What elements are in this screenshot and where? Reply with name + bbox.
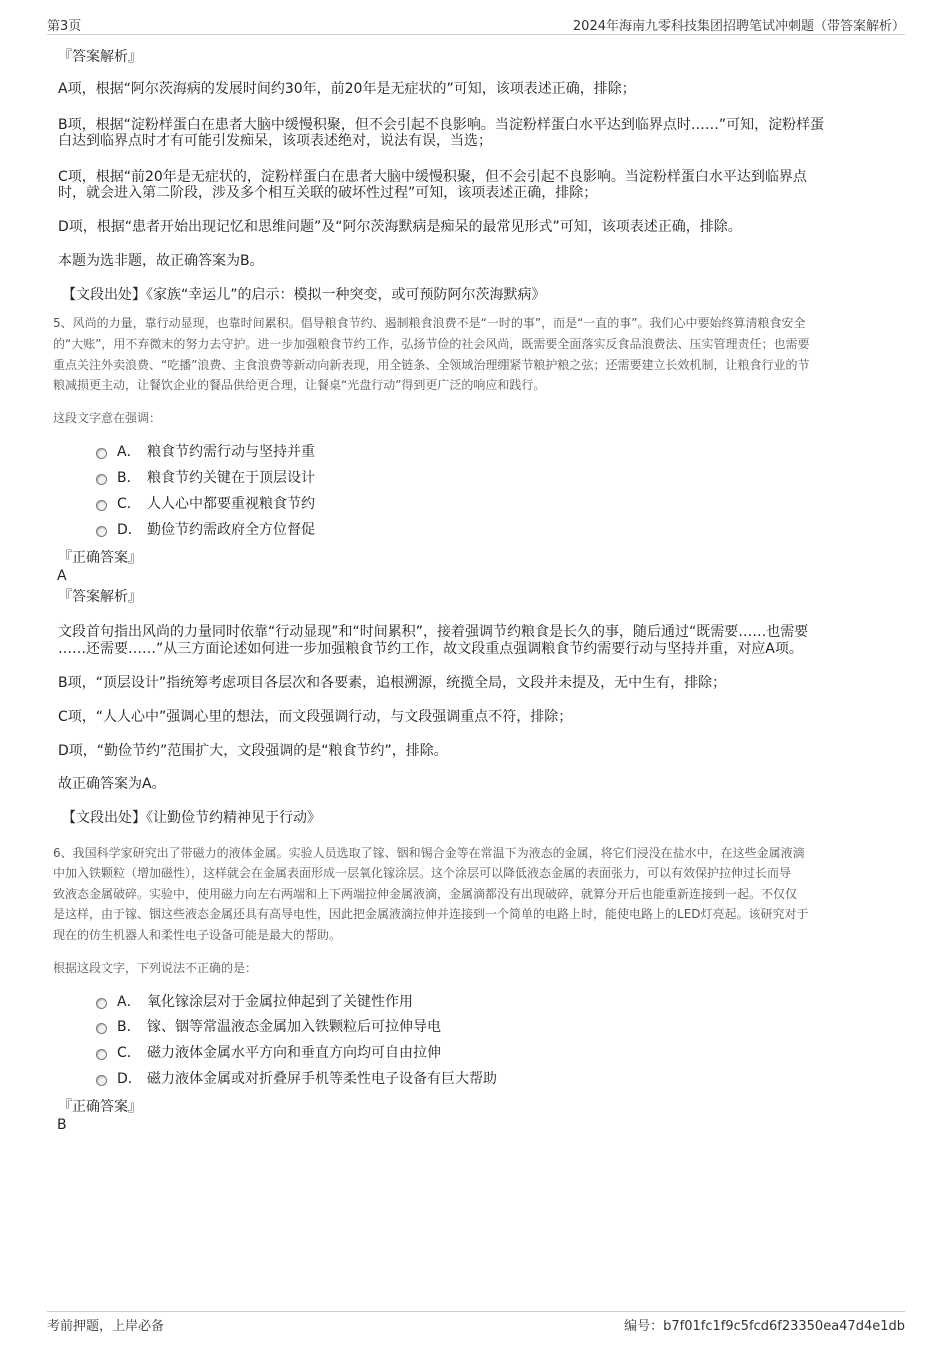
- document-title: 2024年海南九零科技集团招聘笔试冲刺题（带答案解析）: [572, 19, 905, 34]
- page-number: 第3页: [47, 19, 82, 34]
- q6-stem-line-1: 6、我国科学家研究出了带磁力的液体金属。实验人员选取了镓、铟和锡合金等在常温下为液态的金属，将它们浸没在盐水中，在这些金属液滴: [53, 846, 805, 860]
- analysis-line-b1: B项，根据“淀粉样蛋白在患者大脑中缓慢积聚，但不会引起不良影响。当淀粉样蛋白水平达到临界点时……”可知，淀粉样蛋: [58, 117, 825, 133]
- option-text: 磁力液体金属水平方向和垂直方向均可自由拉伸: [147, 1045, 441, 1061]
- option-text: 勤俭节约需政府全方位督促: [147, 522, 315, 538]
- q5-stem-line-3: 重点关注外卖浪费、“吃播”浪费、主食浪费等新动向新表现，用全链条、全领域治理绷紧节粮护粮之弦；还需要建立长效机制，让粮食行业的节: [53, 358, 810, 372]
- q5-analysis-line-d: D项，“勤俭节约”范围扩大，文段强调的是“粮食节约”，排除。: [58, 743, 448, 759]
- analysis-line-c1: C项，根据“前20年是无症状的，淀粉样蛋白在患者大脑中缓慢积聚，但不会引起不良影响。当淀粉样蛋白水平达到临界点: [58, 169, 807, 185]
- q5-analysis-heading: 『答案解析』: [58, 589, 142, 605]
- q5-stem-line-1: 5、风尚的力量，靠行动显现，也靠时间累积。倡导粮食节约、遏制粮食浪费不是“一时的事”，而是“一直的事”。我们心中要始终算清粮食安全: [53, 316, 806, 330]
- q5-analysis-line-1: 文段首句指出风尚的力量同时依靠“行动显现”和“时间累积”，接着强调节约粮食是长久的事，随后通过“既需要……也需要: [58, 624, 809, 640]
- analysis-line-b2: 白达到临界点时才有可能引发痴呆，该项表述绝对，说法有误，当选；: [58, 133, 492, 149]
- q5-source-line: 【文段出处】《让勤俭节约精神见于行动》: [62, 810, 321, 826]
- radio-icon[interactable]: [96, 448, 107, 459]
- option-text: 粮食节约关键在于顶层设计: [147, 470, 315, 486]
- page-header: [47, 14, 905, 35]
- q5-option-b[interactable]: B． 粮食节约关键在于顶层设计: [96, 467, 315, 489]
- q6-stem-line-5: 现在的仿生机器人和柔性电子设备可能是最大的帮助。: [53, 928, 342, 942]
- q5-stem-line-2: 的“大账”，用不弃微末的努力去守护。进一步加强粮食节约工作，弘扬节俭的社会风尚，既需要全面落实反食品浪费法、压实管理责任；也需要: [53, 337, 810, 351]
- analysis-conclusion: 本题为选非题，故正确答案为B。: [58, 253, 264, 269]
- q6-answer: B: [57, 1117, 67, 1133]
- analysis-line-a: A项，根据“阿尔茨海病的发展时间约30年，前20年是无症状的”可知，该项表述正确，排除；: [58, 81, 636, 97]
- q5-prompt: 这段文字意在强调：: [53, 411, 162, 425]
- q5-option-c[interactable]: C． 人人心中都要重视粮食节约: [96, 493, 315, 515]
- q5-analysis-conclusion: 故正确答案为A。: [58, 776, 166, 792]
- radio-icon[interactable]: [96, 998, 107, 1009]
- q6-prompt: 根据这段文字，下列说法不正确的是：: [53, 961, 258, 975]
- radio-icon[interactable]: [96, 526, 107, 537]
- source-line: 【文段出处】《家族“幸运儿”的启示：模拟一种突变，或可预防阿尔茨海默病》: [62, 287, 546, 303]
- q5-analysis-line-2: ……还需要……”从三方面论述如何进一步加强粮食节约工作，故文段重点强调粮食节约需要行动与坚持并重，对应A项。: [58, 641, 803, 657]
- q6-stem-line-4: 是这样，由于镓、铟这些液态金属还具有高导电性，因此把金属液滴拉伸并连接到一个简单的电路上时，能使电路上的LED灯亮起。该研究对于: [53, 907, 809, 921]
- radio-icon[interactable]: [96, 500, 107, 511]
- q6-option-d[interactable]: D． 磁力液体金属或对折叠屏手机等柔性电子设备有巨大帮助: [96, 1068, 497, 1090]
- option-text: 氧化镓涂层对于金属拉伸起到了关键性作用: [147, 994, 413, 1010]
- radio-icon[interactable]: [96, 1049, 107, 1060]
- q5-answer: A: [57, 568, 67, 584]
- q5-answer-heading: 『正确答案』: [58, 550, 142, 566]
- radio-icon[interactable]: [96, 474, 107, 485]
- option-text: 粮食节约需行动与坚持并重: [147, 444, 315, 460]
- radio-icon[interactable]: [96, 1075, 107, 1086]
- option-text: 镓、铟等常温液态金属加入铁颗粒后可拉伸导电: [147, 1019, 441, 1035]
- page-footer: [47, 1311, 905, 1334]
- q6-answer-heading: 『正确答案』: [58, 1099, 142, 1115]
- q5-option-a[interactable]: A． 粮食节约需行动与坚持并重: [96, 441, 315, 463]
- q5-option-d[interactable]: D． 勤俭节约需政府全方位督促: [96, 519, 315, 541]
- q6-option-a[interactable]: A． 氧化镓涂层对于金属拉伸起到了关键性作用: [96, 991, 413, 1013]
- q6-option-b[interactable]: B． 镓、铟等常温液态金属加入铁颗粒后可拉伸导电: [96, 1016, 441, 1038]
- document-id: 编号：b7f01fc1f9c5fcd6f23350ea47d4e1db: [624, 1319, 905, 1334]
- analysis-line-c2: 时，就会进入第二阶段，涉及多个相互关联的破坏性过程”可知，该项表述正确，排除；: [58, 185, 598, 201]
- analysis-line-d: D项，根据“患者开始出现记忆和思维问题”及“阿尔茨海默病是痴呆的最常见形式”可知，该项表述正确，排除。: [58, 219, 742, 235]
- radio-icon[interactable]: [96, 1023, 107, 1034]
- q5-analysis-line-b: B项，“顶层设计”指统筹考虑项目各层次和各要素，追根溯源，统揽全局，文段并未提及，无中生有，排除；: [58, 675, 727, 691]
- q5-stem-line-4: 粮减损更主动，让餐饮企业的餐品供给更合理，让餐桌“光盘行动”得到更广泛的响应和践行。: [53, 378, 546, 392]
- option-text: 人人心中都要重视粮食节约: [147, 496, 315, 512]
- q5-analysis-line-c: C项，“人人心中”强调心里的想法，而文段强调行动，与文段强调重点不符，排除；: [58, 709, 573, 725]
- footer-slogan: 考前押题，上岸必备: [47, 1319, 165, 1334]
- q6-stem-line-3: 致液态金属破碎。实验中，使用磁力向左右两端和上下两端拉伸金属液滴，金属滴都没有出现破碎，就算分开后也能重新连接到一起。不仅仅: [53, 887, 798, 901]
- q6-option-c[interactable]: C． 磁力液体金属水平方向和垂直方向均可自由拉伸: [96, 1042, 441, 1064]
- analysis-heading: 『答案解析』: [58, 49, 142, 65]
- q6-stem-line-2: 中加入铁颗粒（增加磁性），这样就会在金属表面形成一层氧化镓涂层。这个涂层可以降低液态金属的表面张力，可以有效保护拉伸过长而导: [53, 866, 792, 880]
- option-text: 磁力液体金属或对折叠屏手机等柔性电子设备有巨大帮助: [147, 1071, 497, 1087]
